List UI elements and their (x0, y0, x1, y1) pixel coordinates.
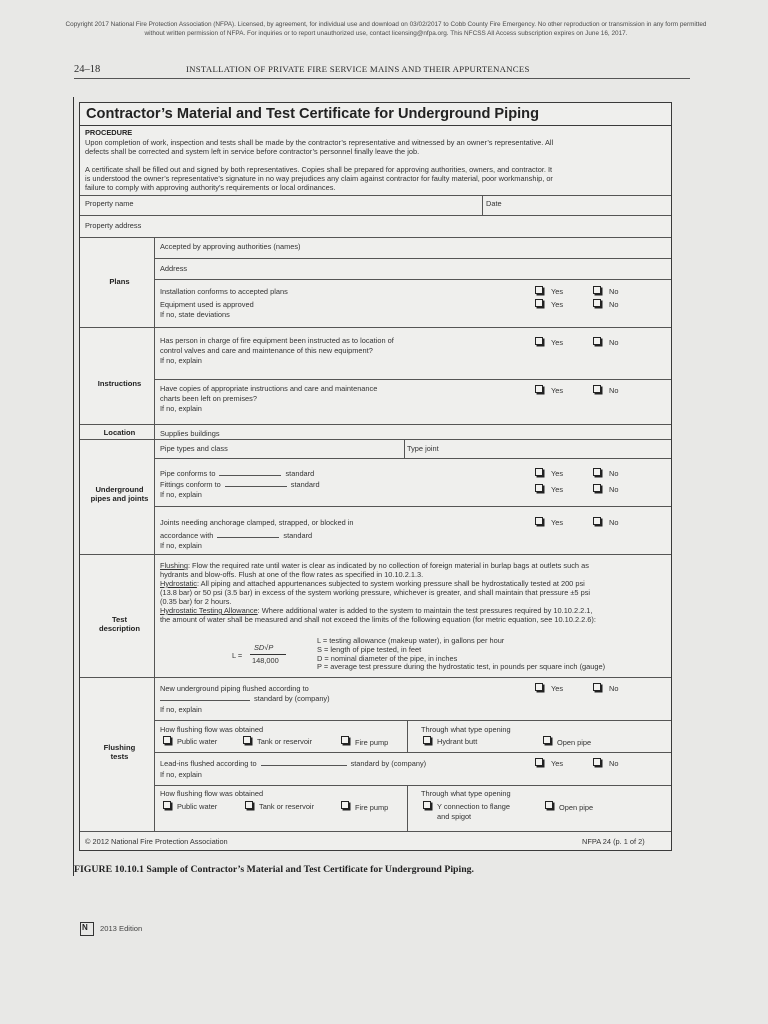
copyright-notice (14, 21, 758, 38)
new-piping-explain-label: If no, explain (160, 705, 202, 714)
instructed-yes-checkbox[interactable] (535, 337, 543, 345)
hydrostatic-definition-line-1 (160, 579, 585, 588)
rule (154, 379, 671, 380)
section-plans-label: Plans (109, 277, 130, 286)
figure-caption: FIGURE 10.10.1 Sample of Contractor’s Material and Test Certificate for Underground Piping. (74, 864, 475, 875)
joints-standard-blank[interactable] (217, 531, 279, 538)
formula-numerator: SD√P (254, 643, 274, 652)
y-connection-checkbox[interactable] (423, 801, 431, 809)
accepted-by-label: Accepted by approving authorities (names) (160, 242, 301, 251)
joints-yes-checkbox[interactable] (535, 517, 543, 525)
conforms-no-checkbox[interactable] (593, 286, 601, 294)
how-obtained-label-2: How flushing flow was obtained (160, 789, 264, 798)
instructed-no-checkbox[interactable] (593, 337, 601, 345)
rule (80, 424, 671, 425)
leadins-no-checkbox[interactable] (593, 758, 601, 766)
flushing-term: Flushing (160, 561, 188, 570)
instructed-question-line-2: control valves and care and maintenance of this new equipment? (160, 346, 373, 355)
no-label: No (609, 485, 619, 494)
procedure-paragraph-1: Upon completion of work, inspection and tests shall be made by the contractor’s representative and witnessed by an owner’s representative. All defects shall be corrected and system left in service before contractor’s personnel finally leave the job. (85, 138, 554, 157)
copies-yes-checkbox[interactable] (535, 385, 543, 393)
pipe-yes-checkbox[interactable] (535, 468, 543, 476)
open-pipe-label: Open pipe (557, 738, 592, 747)
fittings-conform-text: Fittings conform to (160, 480, 221, 489)
procedure-heading: PROCEDURE (85, 128, 133, 137)
allowance-definition-line-1 (160, 606, 592, 615)
hydrostatic-definition-line-3: (0.35 bar) for 2 hours. (160, 597, 232, 606)
fittings-yes-checkbox[interactable] (535, 484, 543, 492)
tank-reservoir-label: Tank or reservoir (259, 802, 315, 811)
joints-explain-label: If no, explain (160, 541, 202, 550)
standard-text: standard (290, 480, 320, 489)
public-water-checkbox-2[interactable] (163, 801, 171, 809)
definition-S: S = length of pipe tested, in feet (317, 645, 422, 654)
divider (482, 195, 483, 215)
new-piping-yes-checkbox[interactable] (535, 683, 543, 691)
leadins-standard-text: standard by (company) (350, 759, 427, 768)
hydrostatic-line-1-text: : All piping and attached appurtenances subjected to system working pressure shall be hydrostatically tested at 200 psi (196, 579, 585, 588)
copies-question-line-2: charts been left on premises? (160, 394, 257, 403)
rule (154, 458, 671, 459)
copyright-line-1: Copyright 2017 National Fire Protection Association (NFPA). Licensed, by agreement, for individual use and download on 03/02/2017 to Cobb County Fire Emergency. No other reproduction or transmission in any form permitted (65, 21, 707, 28)
flushing-label-line-2: tests (110, 752, 129, 762)
header-rule (74, 78, 690, 79)
joints-accordance-text: accordance with (160, 531, 214, 540)
section-location-label: Location (103, 428, 136, 437)
rule (154, 785, 671, 786)
public-water-checkbox[interactable] (163, 736, 171, 744)
public-water-label: Public water (177, 737, 218, 746)
yes-label: Yes (551, 338, 564, 347)
divider (407, 785, 408, 831)
no-label: No (609, 518, 619, 527)
allowance-formula (232, 641, 302, 671)
rule (154, 279, 671, 280)
installation-conforms-label: Installation conforms to accepted plans (160, 287, 288, 296)
section-underground-label (80, 485, 159, 504)
yes-label: Yes (551, 300, 564, 309)
state-deviations-label: If no, state deviations (160, 310, 230, 319)
fittings-no-checkbox[interactable] (593, 484, 601, 492)
rule (80, 327, 671, 328)
no-label: No (609, 287, 619, 296)
divider (404, 439, 405, 458)
leadins-text: Lead-ins flushed according to (160, 759, 257, 768)
flushing-definition-line-2: hydrants and blow-offs. Flush at one of the flow rates as specified in 10.10.2.1.3. (160, 570, 424, 579)
copies-question-line-1: Have copies of appropriate instructions and care and maintenance (160, 384, 378, 393)
date-label: Date (486, 199, 502, 208)
yes-label: Yes (551, 386, 564, 395)
form-copyright: © 2012 National Fire Protection Association (85, 837, 228, 846)
rule (80, 831, 671, 832)
pipe-no-checkbox[interactable] (593, 468, 601, 476)
tank-reservoir-checkbox-2[interactable] (245, 801, 253, 809)
no-label: No (609, 386, 619, 395)
pipe-types-label: Pipe types and class (160, 444, 228, 453)
formula-lhs: L = (232, 651, 243, 660)
yes-label: Yes (551, 684, 564, 693)
tank-reservoir-label: Tank or reservoir (257, 737, 313, 746)
no-label: No (609, 469, 619, 478)
yes-label: Yes (551, 485, 564, 494)
definition-D: D = nominal diameter of the pipe, in inches (317, 654, 458, 663)
hydrostatic-term: Hydrostatic (160, 579, 197, 588)
pipe-conforms-label (160, 469, 314, 478)
formula-fraction-bar (250, 654, 286, 655)
how-obtained-label: How flushing flow was obtained (160, 725, 264, 734)
edition-label: 2013 Edition (100, 924, 143, 933)
rule (80, 677, 671, 678)
type-joint-label: Type joint (407, 444, 439, 453)
new-piping-line-2 (160, 694, 330, 703)
copies-explain-label: If no, explain (160, 404, 202, 413)
pipe-standard-blank[interactable] (219, 469, 281, 476)
allowance-definition-line-2: the amount of water shall be measured and shall not exceed the limits of the following equation (for metric equation, see 10.10.2.2.6): (160, 615, 596, 624)
standard-text: standard (285, 469, 315, 478)
procedure-paragraph-2: A certificate shall be filled out and signed by both representatives. Copies shall be prepared for approving authorities, owners, and contractor. It is understood the owner’s representative’s signature in no way prejudices any claim against contractor for faulty material, poor workmanship, or failure to comply with approving authority’s requirements or local ordinances. (85, 165, 553, 193)
instructed-question-line-1: Has person in charge of fire equipment been instructed as to location of (160, 336, 394, 345)
open-pipe-checkbox-2[interactable] (545, 801, 553, 809)
no-label: No (609, 300, 619, 309)
fittings-conform-label (160, 480, 320, 489)
rule (80, 215, 671, 216)
conforms-yes-checkbox[interactable] (535, 286, 543, 294)
open-pipe-label: Open pipe (559, 803, 594, 812)
flushing-definition-line-1 (160, 561, 589, 570)
equipment-no-checkbox[interactable] (593, 299, 601, 307)
open-pipe-checkbox[interactable] (543, 736, 551, 744)
definition-L: L = testing allowance (makeup water), in gallons per hour (317, 636, 505, 645)
joints-question-line-1: Joints needing anchorage clamped, strapped, or blocked in (160, 518, 354, 527)
equipment-approved-label: Equipment used is approved (160, 300, 254, 309)
title-rule (80, 125, 671, 126)
pipe-conforms-text: Pipe conforms to (160, 469, 216, 478)
rule (80, 237, 671, 238)
hydrant-butt-label: Hydrant butt (437, 737, 478, 746)
form-page-number: NFPA 24 (p. 1 of 2) (582, 837, 645, 846)
page-number: 24–18 (74, 64, 101, 75)
flushing-line-1-text: : Flow the required rate until water is clear as indicated by no collection of foreign material in burlap bags at outlets such as (187, 561, 589, 570)
underground-label-line-1: Underground (95, 485, 144, 494)
new-piping-standard-text: standard by (company) (254, 694, 330, 703)
yes-label: Yes (551, 759, 564, 768)
instructed-explain-label: If no, explain (160, 356, 202, 365)
allowance-term: Hydrostatic Testing Allowance (160, 606, 258, 615)
pipes-explain-label: If no, explain (160, 490, 202, 499)
definition-P: P = average test pressure during the hydrostatic test, in pounds per square inch (gauge) (317, 662, 606, 671)
flushing-label-line-1: Flushing (103, 743, 136, 752)
test-label-line-1: Test (111, 615, 128, 624)
formula-denominator: 148,000 (252, 656, 279, 665)
rule (154, 506, 671, 507)
y-connection-line-2: and spigot (437, 812, 472, 821)
leadins-standard-blank[interactable] (261, 759, 347, 766)
public-water-label: Public water (177, 802, 218, 811)
hydrostatic-definition-line-2: (13.8 bar) or 50 psi (3.5 bar) in excess of the system working pressure, whichever is greater, and shall maintain that pressure ±5 psi (160, 588, 591, 597)
nfpa-logo-icon: N (80, 922, 94, 936)
fittings-standard-blank[interactable] (225, 480, 287, 487)
new-piping-no-checkbox[interactable] (593, 683, 601, 691)
copyright-line-2: without written permission of NFPA. For inquiries or to report unauthorized use, contact licensing@nfpa.org. This NFCSS All Access subscription expires on June 16, 2017. (144, 29, 628, 37)
property-address-label: Property address (85, 221, 142, 230)
fire-pump-label: Fire pump (355, 738, 389, 747)
no-label: No (609, 684, 619, 693)
standard-text: standard (283, 531, 313, 540)
section-test-label (80, 615, 159, 634)
property-name-label: Property name (85, 199, 134, 208)
form-title: Contractor’s Material and Test Certificate for Underground Piping (86, 106, 539, 122)
fire-pump-checkbox[interactable] (341, 736, 349, 744)
copies-no-checkbox[interactable] (593, 385, 601, 393)
no-label: No (609, 759, 619, 768)
leadins-explain-label: If no, explain (160, 770, 202, 779)
new-piping-line-1: New underground piping flushed according to (160, 684, 309, 693)
plans-address-label: Address (160, 264, 188, 273)
joints-no-checkbox[interactable] (593, 517, 601, 525)
no-label: No (609, 338, 619, 347)
new-piping-standard-blank[interactable] (160, 694, 250, 701)
running-title: INSTALLATION OF PRIVATE FIRE SERVICE MAINS AND THEIR APPURTENANCES (186, 64, 530, 74)
allowance-line-1-text: : Where additional water is added to the system to maintain the test pressures required by 10.10.2.2.1, (257, 606, 593, 615)
divider (407, 720, 408, 752)
rule (80, 439, 671, 440)
figure-margin-bar (73, 97, 74, 876)
rule (154, 720, 671, 721)
certificate-form (79, 102, 672, 851)
yes-label: Yes (551, 287, 564, 296)
yes-label: Yes (551, 518, 564, 527)
opening-type-label-2: Through what type opening (421, 789, 511, 798)
fire-pump-checkbox-2[interactable] (341, 801, 349, 809)
joints-question-line-2 (160, 531, 312, 540)
leadins-yes-checkbox[interactable] (535, 758, 543, 766)
underground-label-line-2: pipes and joints (90, 494, 149, 504)
test-label-line-2: description (99, 624, 140, 634)
section-instructions-label: Instructions (97, 379, 142, 388)
rule (80, 554, 671, 555)
yes-label: Yes (551, 469, 564, 478)
rule (154, 258, 671, 259)
opening-type-label: Through what type opening (421, 725, 511, 734)
tank-reservoir-checkbox[interactable] (243, 736, 251, 744)
edition-footer (80, 922, 142, 936)
section-flushing-label (80, 743, 159, 762)
y-connection-line-1: Y connection to flange (437, 802, 511, 811)
rule (154, 752, 671, 753)
leadins-line (160, 759, 426, 768)
supplies-buildings-label: Supplies buildings (160, 429, 220, 438)
hydrant-butt-checkbox[interactable] (423, 736, 431, 744)
rule (80, 195, 671, 196)
fire-pump-label: Fire pump (355, 803, 389, 812)
equipment-yes-checkbox[interactable] (535, 299, 543, 307)
